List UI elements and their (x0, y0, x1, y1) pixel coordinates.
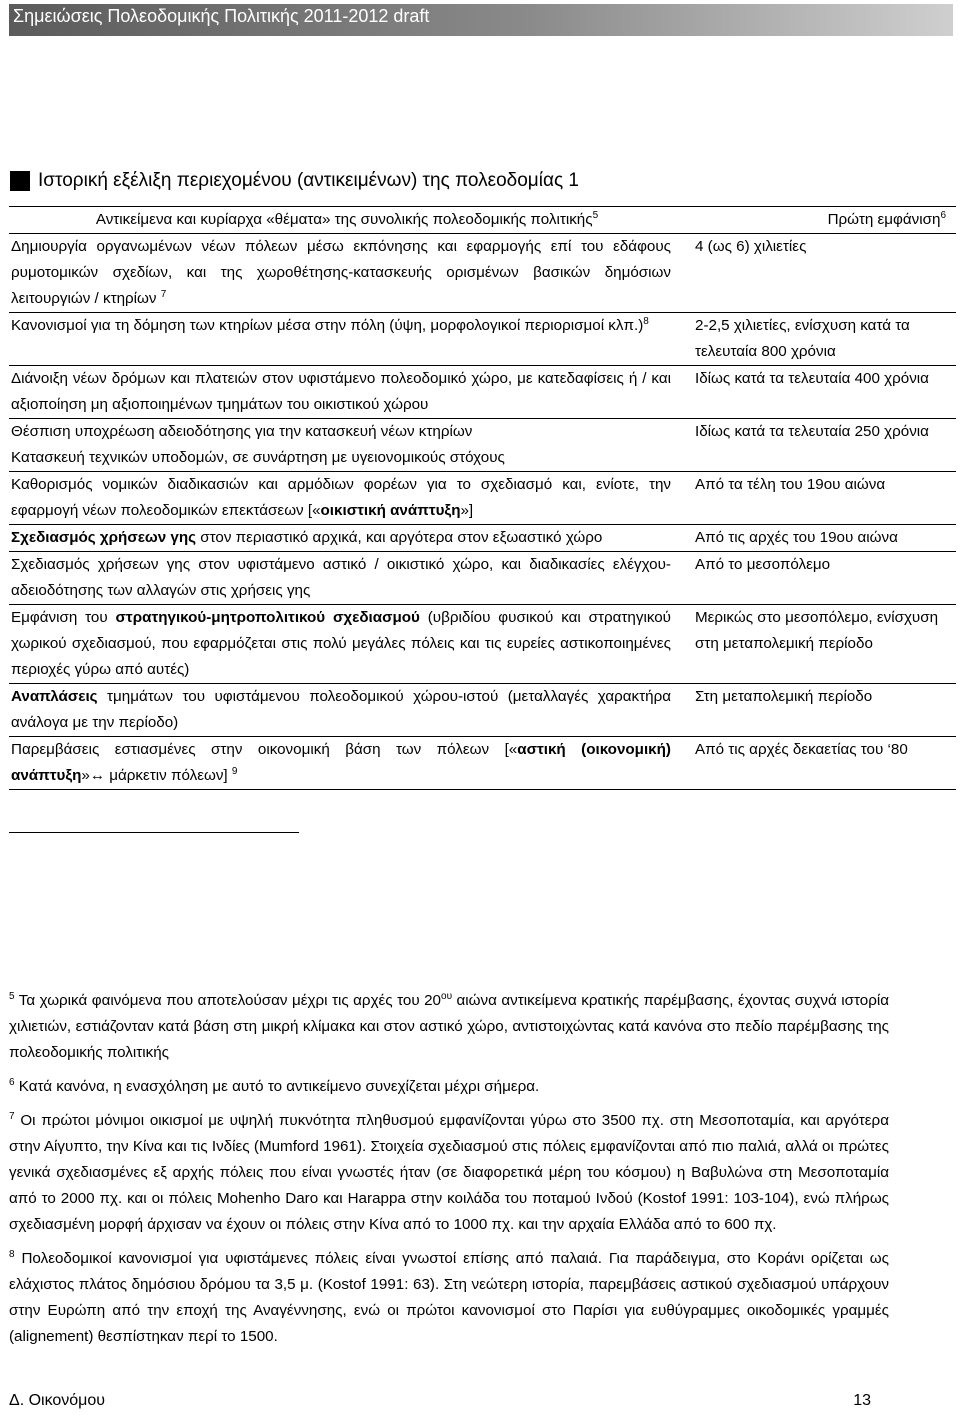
footnote-6: $^6$ Κατά κανόνα, η ενασχόληση με αυτό το αντικείμενο συνεχίζεται μέχρι σήμερα. (9, 1077, 540, 1095)
topic-cell: Αναπλάσεις τμημάτων του υφιστάμενου πολεοδομικού χώρου-ιστού (μεταλλαγές χαρακτήρα ανάλογα με την περίοδο) (9, 684, 685, 737)
period-cell: Από το μεσοπόλεμο (685, 552, 956, 605)
topic-cell: Σχεδιασμός χρήσεων γης στον υφιστάμενο αστικό / οικιστικό χώρο, και διαδικασίες ελέγχου-αδειοδότησης των αλλαγών στις χρήσεις γης (9, 552, 685, 605)
table-header-row (9, 207, 956, 234)
period-cell: Στη μεταπολεμική περίοδο (685, 684, 956, 737)
period-cell: Μερικώς στο μεσοπόλεμο, ενίσχυση στη μεταπολεμική περίοδο (685, 605, 956, 684)
topic-cell: Κανονισμοί για τη δόμηση των κτηρίων μέσα στην πόλη (ύψη, μορφολογικοί περιορισμοί κλπ.)$^8$ (9, 313, 685, 366)
topic-cell: Εμφάνιση του στρατηγικού-μητροπολιτικού σχεδιασμού (υβριδίου φυσικού και στρατηγικού χωρικού σχεδιασμού, που εφαρμόζεται στις πολύ μεγάλες πόλεις και τις ευρείες αστικοποιημένες περιοχές γύρω από αυτές) (9, 605, 685, 684)
table-row (9, 472, 956, 525)
topic-cell: Καθορισμός νομικών διαδικασιών και αρμόδιων φορέων για το σχεδιασμό και, ενίοτε, την εφαρμογή νέων πολεοδομικών επεκτάσεων [«οικιστική ανάπτυξη»] (9, 472, 685, 525)
table-row (9, 366, 956, 419)
page-footer (9, 1390, 871, 1412)
period-cell: 2-2,5 χιλιετίες, ενίσχυση κατά τα τελευταία 800 χρόνια (685, 313, 956, 366)
period-cell: Από τις αρχές του 19ου αιώνα (685, 525, 956, 552)
period-cell: Ιδίως κατά τα τελευταία 250 χρόνια (685, 419, 956, 472)
topic-cell: Παρεμβάσεις εστιασμένες στην οικονομική βάση των πόλεων [«αστική (οικονομική) ανάπτυξη»↔ μάρκετιν πόλεων] $^9$ (9, 737, 685, 790)
footnote-8: $^8$ Πολεοδομικοί κανονισμοί για υφιστάμενες πόλεις είναι γνωστοί επίσης από παλαιά. Για παράδειγμα, στο Κοράνι ορίζεται ως ελάχιστος πλάτος δημόσιου δρόμου τα 3,5 μ. (Kostof 1991: 63). Στη νεώτερη ιστορία, παρεμβάσεις αστικού σχεδιασμού υπάρχουν στην Ευρώπη από την εποχή της Αναγέννησης, ενώ οι πρώτοι κανονισμοί στο Παρίσι για ευθύγραμμες οικοδομικές γραμμές (alignement) θεσπίστηκαν περί το 1500. (9, 1249, 889, 1345)
section-heading (10, 169, 579, 193)
running-header (9, 4, 953, 36)
footnotes (9, 988, 889, 1358)
table-row (9, 419, 956, 472)
table-row (9, 605, 956, 684)
period-cell: 4 (ως 6) χιλιετίες (695, 238, 807, 255)
topic-cell: Δημιουργία οργανωμένων νέων πόλεων μέσω εκπόνησης και εφαρμογής επί του εδάφους ρυμοτομικών σχεδίων, και της χωροθέτησης-κατασκευής ορισμένων βασικών δημόσιων λειτουργιών / κτηρίων $^7$ (11, 238, 671, 307)
footnote-separator (9, 832, 299, 833)
footnote-7: $^7$ Οι πρώτοι μόνιμοι οικισμοί με υψηλή πυκνότητα πληθυσμού εμφανίζονται γύρω στο 3500 πχ. στη Μεσοποταμία, και αργότερα στην Αίγυπτο, την Κίνα και τις Ινδίες (Mumford 1961). Στοιχεία σχεδιασμού στις πόλεις εμφανίζονται από πιο παλιά, αλλά οι πρώτες γενικά σχεδιασμένες εξ αρχής πόλεις που είναι γνωστές ήταν (σε διαφορετικά μέρη του κόσμου) η Βαβυλώνα στη Μεσοποταμία από το 2000 πχ. και οι πόλεις Mohenho Daro και Harappa στην κοιλάδα του ποταμού Ινδού (Kostof 1991: 103-104), ενώ πλήρως σχεδιασμένη μορφή άρχισαν να έχουν οι πόλεις στην Κίνα από το 1000 πχ. και την αρχαία Ελλάδα από το 600 πχ. (9, 1111, 889, 1233)
header-title: Σημειώσεις Πολεοδομικής Πολιτικής 2011-2012 draft (13, 6, 430, 26)
header-period: Πρώτη εμφάνιση$^6$ (827, 210, 946, 228)
period-cell: Από τις αρχές δεκαετίας του ‘80 (685, 737, 956, 790)
period-cell: Ιδίως κατά τα τελευταία 400 χρόνια (685, 366, 956, 419)
period-cell: Από τα τέλη του 19ου αιώνα (685, 472, 956, 525)
history-table (9, 206, 956, 790)
table-row (9, 525, 956, 552)
header-topic: Αντικείμενα και κυρίαρχα «θέματα» της συνολικής πολεοδομικής πολιτικής$^5$ (95, 210, 599, 228)
table-row (9, 684, 956, 737)
table-row (9, 737, 956, 790)
section-title: Ιστορική εξέλιξη περιεχομένου (αντικειμένων) της πολεοδομίας 1 (38, 170, 579, 191)
page-number: 13 (853, 1392, 871, 1409)
topic-cell: Θέσπιση υποχρέωση αδειοδότησης για την κατασκευή νέων κτηρίων Κατασκευή τεχνικών υποδομών, σε συνάρτηση με υγειονομικούς στόχους (9, 419, 685, 472)
topic-cell: Σχεδιασμός χρήσεων γης στον περιαστικό αρχικά, και αργότερα στον εξωαστικό χώρο (9, 525, 685, 552)
table-row (9, 234, 956, 313)
table-row (9, 552, 956, 605)
footer-author: Δ. Οικονόμου (9, 1392, 106, 1409)
topic-cell: Διάνοιξη νέων δρόμων και πλατειών στον υφιστάμενο πολεοδομικό χώρο, με κατεδαφίσεις ή / και αξιοποίηση μη αξιοποιημένων τμημάτων του οικιστικού χώρου (9, 366, 685, 419)
footnote-5: $^5$ Τα χωρικά φαινόμενα που αποτελούσαν μέχρι τις αρχές του $20^{o\upsilon}$ αιώνα αντικείμενα κρατικής παρέμβασης, έχοντας συχνά ιστορία χιλιετιών, εστιάζονταν κατά βάση στη μικρή κλίμακα και στον αστικό χώρο, αντιστοιχώντας κατά κανόνα στο πεδίο παρέμβασης της πολεοδομικής πολιτικής (9, 991, 890, 1061)
table-row (9, 313, 956, 366)
bullet-square-icon (10, 171, 30, 191)
